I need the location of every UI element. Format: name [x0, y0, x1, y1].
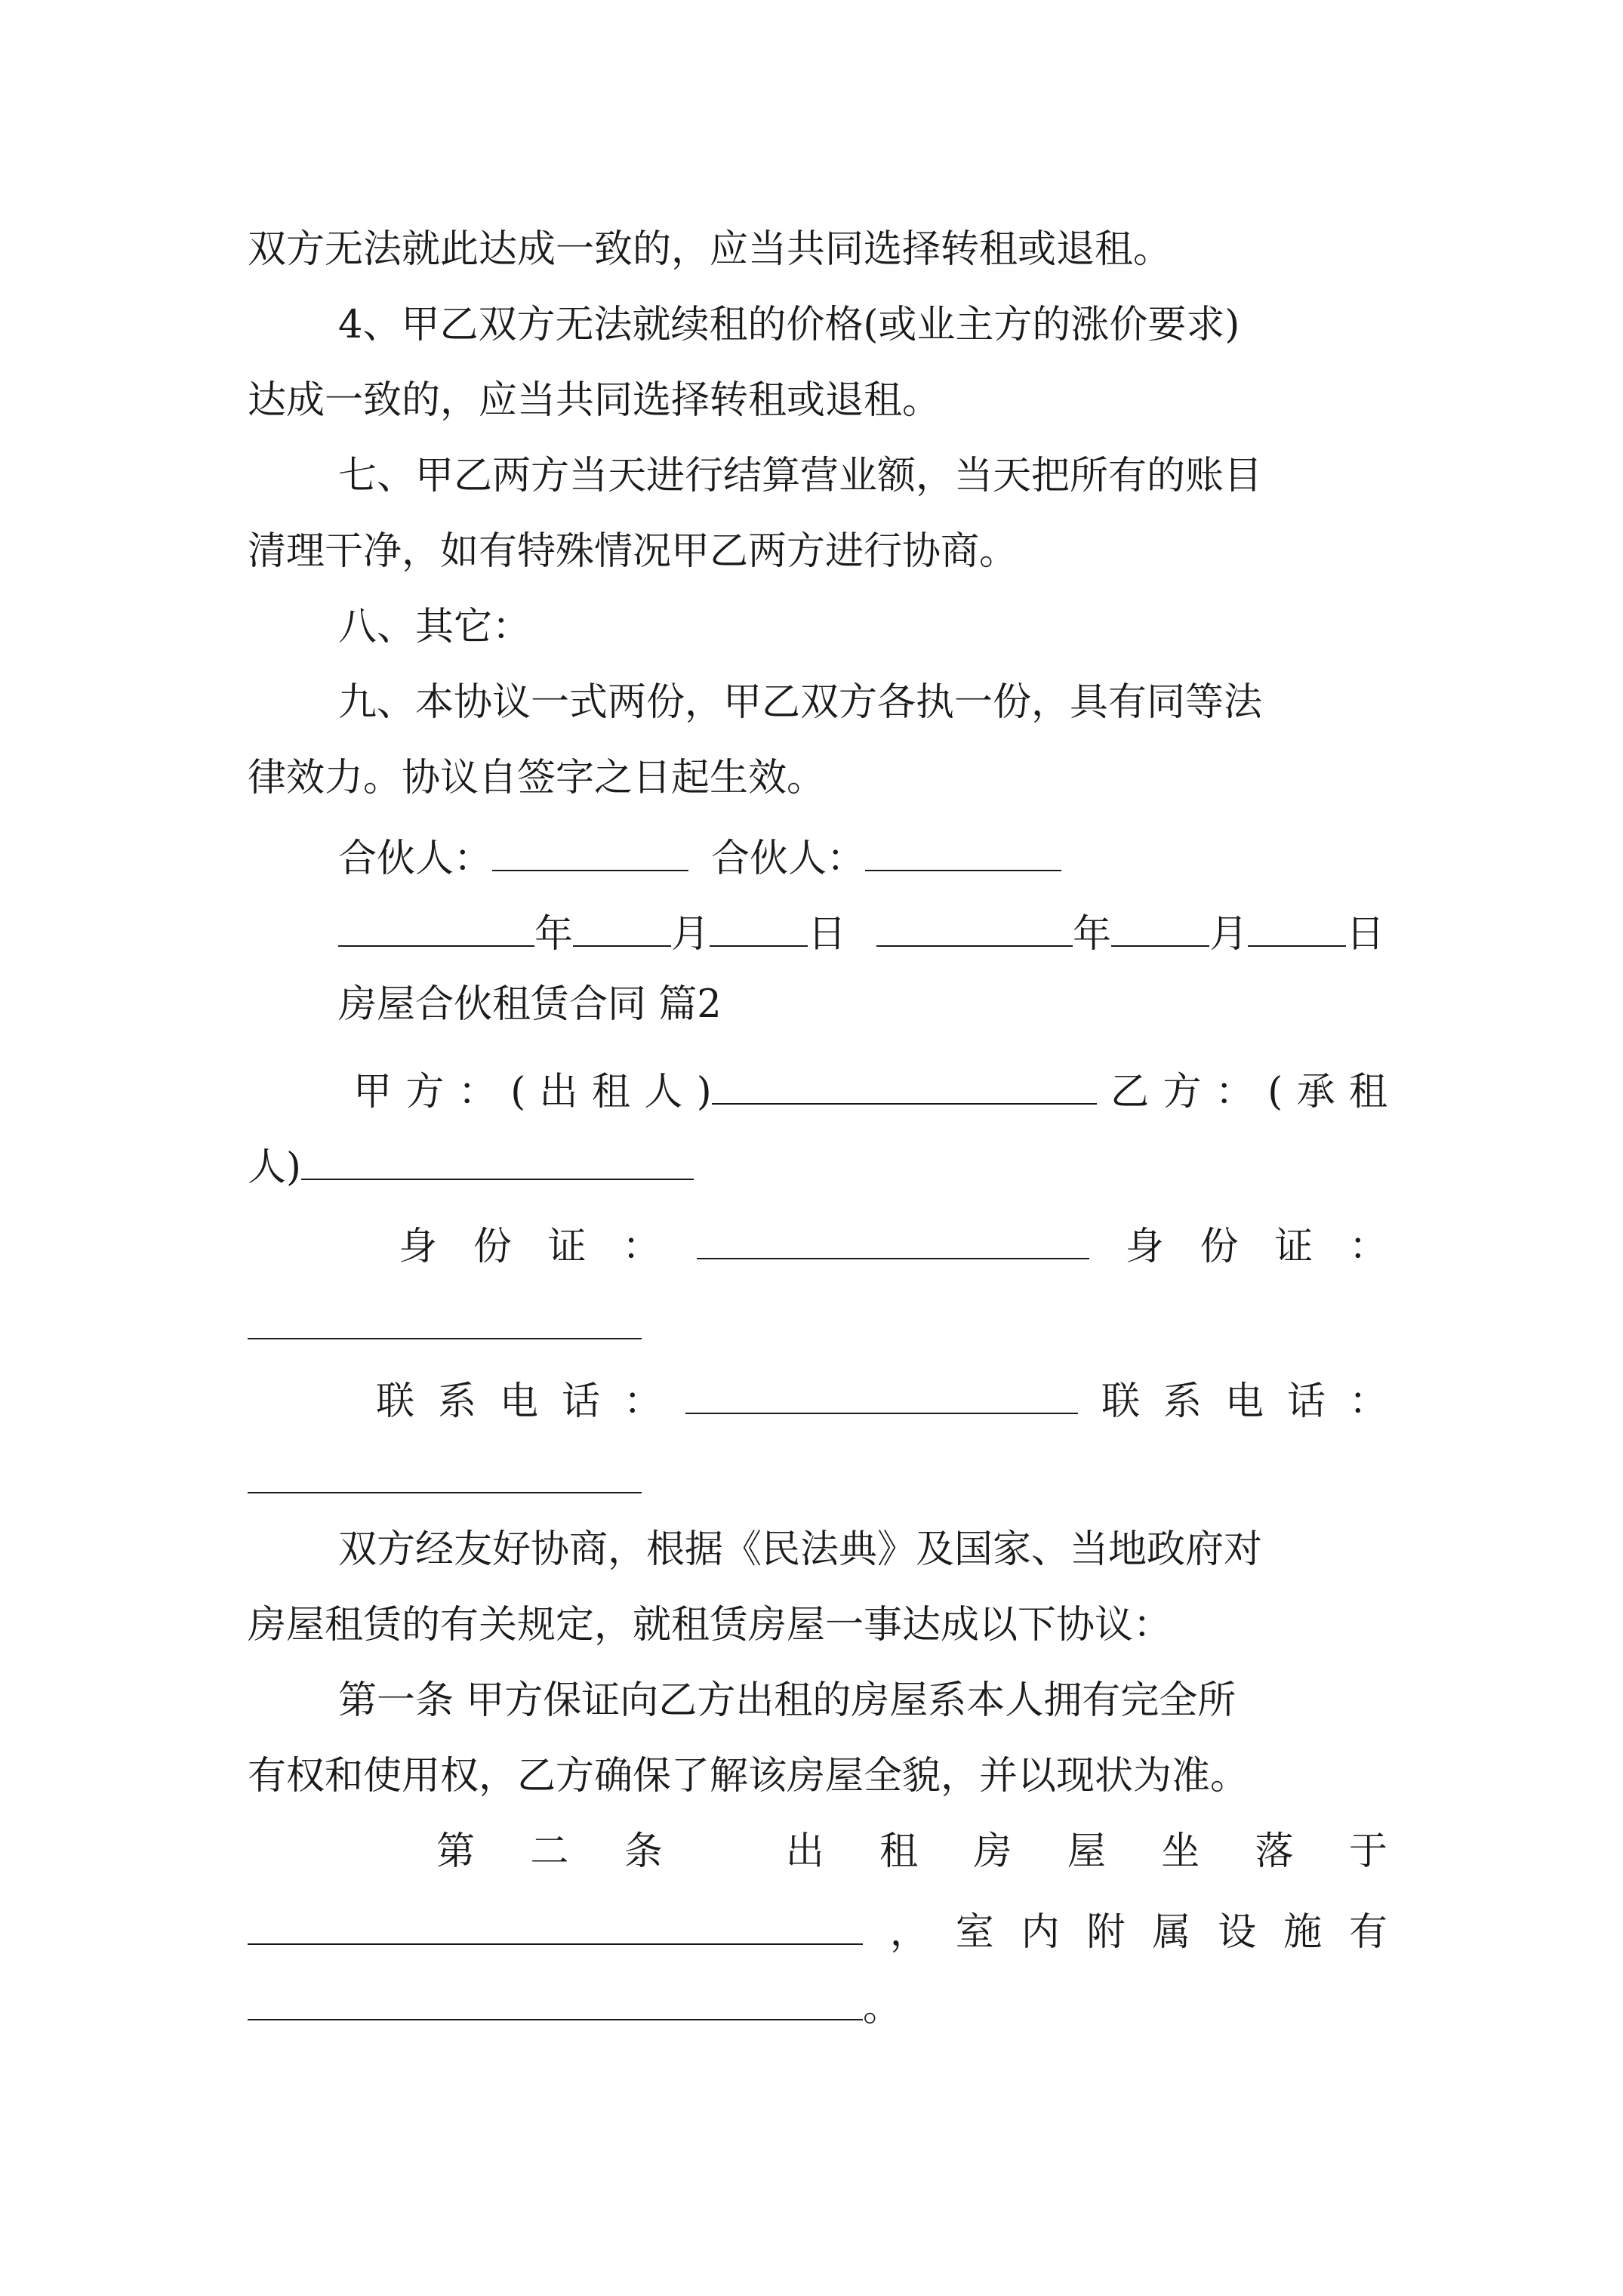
facilities-label: ，室内附属设施有 — [863, 1910, 1387, 1955]
month-label: 月 — [671, 912, 710, 957]
article-2-line3 — [248, 1977, 1387, 2029]
phone-label-b: 联系电话： — [1078, 1379, 1387, 1424]
text-line: 清理干净，如有特殊情况甲乙两方进行协商。 — [248, 529, 1018, 574]
month-blank[interactable] — [1111, 903, 1209, 947]
year-blank[interactable] — [876, 903, 1073, 947]
day-label: 日 — [1346, 912, 1385, 957]
party-line — [353, 1061, 1387, 1114]
period: 。 — [863, 1986, 902, 2030]
article-1-cont: 有权和使用权，乙方确保了解该房屋全貌，并以现状为准。 — [248, 1754, 1249, 1798]
text-line: 4、甲乙双方无法就续租的价格(或业主方的涨价要求) — [338, 303, 1240, 347]
section-heading: 房屋合伙租赁合同 篇2 — [338, 982, 722, 1027]
party-b-label: 乙方：(承租 — [1096, 1070, 1387, 1114]
article-1: 第一条 甲方保证向乙方出租的房屋系本人拥有完全所 — [338, 1678, 1236, 1723]
id-blank-b[interactable] — [248, 1338, 642, 1339]
article-2-label: 第二条 出租房屋坐落于 — [436, 1829, 1387, 1874]
text-line: 七、甲乙两方当天进行结算营业额，当天把所有的账目 — [338, 454, 1263, 498]
year-label: 年 — [534, 912, 574, 957]
partner-blank[interactable] — [865, 827, 1061, 871]
id-label-b: 身份证： — [1089, 1225, 1387, 1269]
day-blank[interactable] — [1248, 903, 1346, 947]
text-line: 律效力。协议自签字之日起生效。 — [248, 756, 826, 800]
facilities-blank[interactable] — [248, 1977, 863, 2020]
month-label: 月 — [1209, 912, 1249, 957]
party-line-cont — [248, 1136, 1387, 1189]
party-a-label: 甲方：(出租人) — [353, 1070, 712, 1114]
phone-blank-b[interactable] — [248, 1492, 642, 1493]
id-label-a: 身份证： — [399, 1225, 697, 1269]
partner-blank[interactable] — [492, 827, 688, 871]
year-label: 年 — [1073, 912, 1112, 957]
text-line: 双方无法就此达成一致的，应当共同选择转租或退租。 — [248, 227, 1172, 272]
text-line: 双方经友好协商，根据《民法典》及国家、当地政府对 — [338, 1527, 1263, 1572]
text-line: 达成一致的，应当共同选择转租或退租。 — [248, 378, 941, 423]
party-a-blank[interactable] — [712, 1061, 1097, 1105]
date-line — [338, 903, 1387, 956]
year-blank[interactable] — [338, 903, 534, 947]
phone-blank-a[interactable] — [685, 1370, 1078, 1414]
phone-label-a: 联系电话： — [376, 1379, 685, 1424]
text-line: 八、其它： — [338, 605, 531, 649]
partner-signature-line — [338, 827, 1387, 880]
text-line: 房屋租赁的有关规定，就租赁房屋一事达成以下协议： — [248, 1603, 1172, 1647]
id-line — [399, 1216, 1387, 1268]
article-2-line2 — [248, 1901, 1387, 1954]
phone-line — [376, 1370, 1387, 1423]
day-label: 日 — [808, 912, 847, 957]
party-b-label-end: 人) — [248, 1145, 301, 1190]
id-blank-a[interactable] — [697, 1216, 1089, 1259]
party-b-blank[interactable] — [301, 1136, 694, 1180]
day-blank[interactable] — [710, 903, 808, 947]
partner-label: 合伙人： — [711, 837, 866, 881]
article-2 — [436, 1826, 1387, 1878]
partner-label: 合伙人： — [338, 837, 493, 881]
month-blank[interactable] — [573, 903, 671, 947]
location-blank[interactable] — [248, 1901, 863, 1945]
text-line: 九、本协议一式两份，甲乙双方各执一份，具有同等法 — [338, 680, 1263, 725]
